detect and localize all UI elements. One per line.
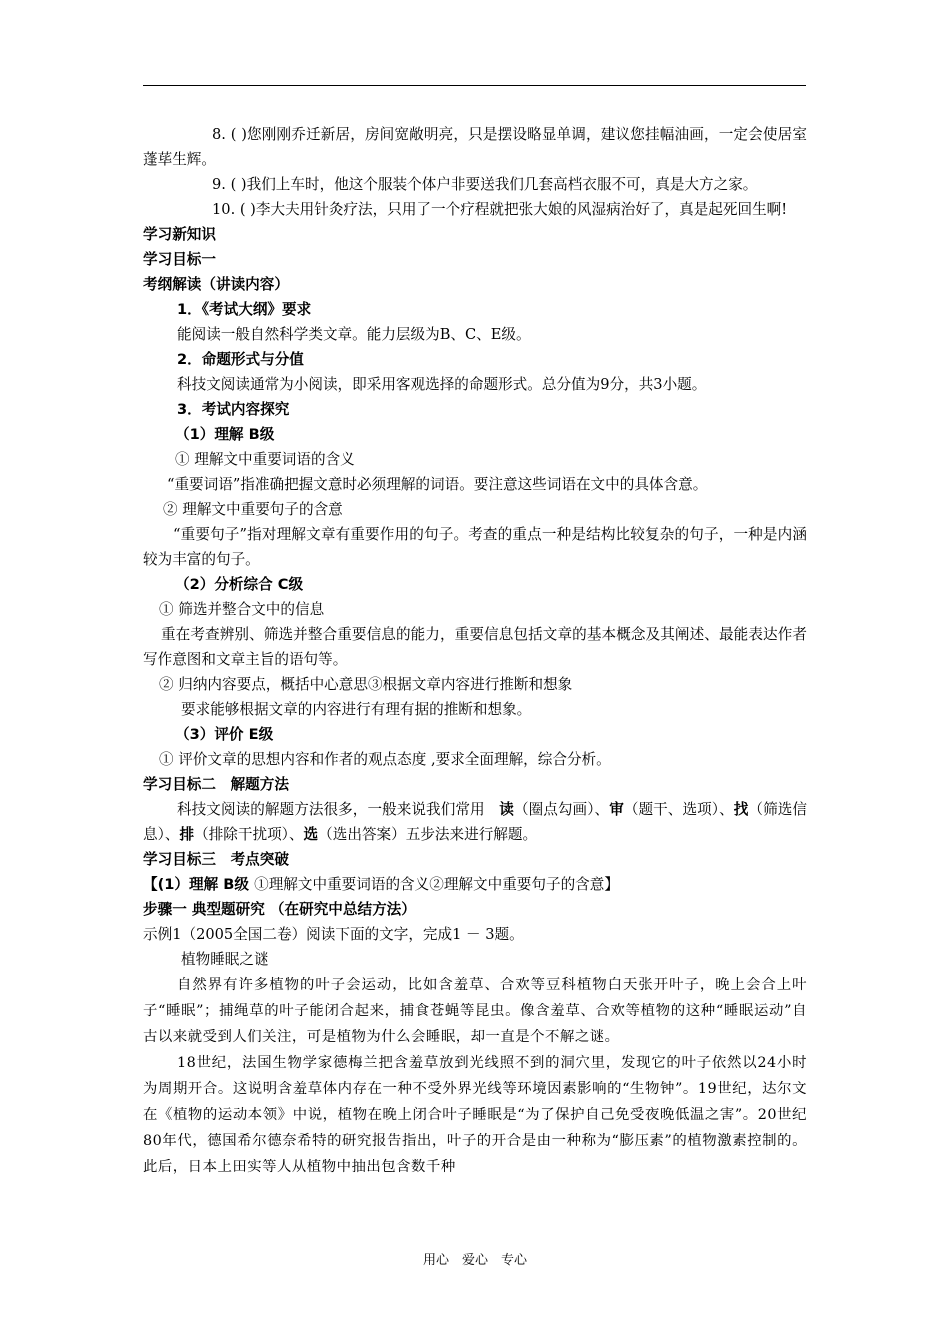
section-2-text: 科技文阅读通常为小阅读，即采用客观选择的命题形式。总分值为9分，共3小题。 [177, 376, 707, 393]
level-b-item-2-text: “重要句子”指对理解文章有重要作用的句子。考查的重点一种是结构比较复杂的句子，一种是内涵较为丰富的句子。 [143, 526, 807, 568]
level-c-item-2-text: 要求能够根据文章的内容进行有理有据的推断和想象。 [181, 701, 532, 718]
bracket-heading: 【(1）理解 B级 ①理解文中重要词语的含义②理解文中重要句子的含意】 [143, 876, 619, 893]
article-title: 植物睡眠之谜 [181, 951, 269, 968]
section-2-title: 2．命题形式与分值 [177, 351, 304, 368]
exercise-10: 10. ( )李大夫用针灸疗法，只用了一个疗程就把张大娘的风湿病治好了，真是起死回生啊! [212, 201, 788, 218]
section-1-title: 1．《考试大纲》要求 [177, 301, 312, 318]
level-b-title: （1）理解 B级 [175, 426, 275, 443]
article-paragraph-1: 自然界有许多植物的叶子会运动，比如含羞草、合欢等豆科植物白天张开叶子，晚上会合上叶子“睡眠”；捕绳草的叶子能闭合起来，捕食苍蝇等昆虫。像含羞草、合欢等植物的这种“睡眠运动”自古以来就受到人们关注，可是植物为什么会睡眠，却一直是个不解之谜。 [143, 977, 807, 1045]
document-body [143, 122, 807, 1180]
heading-outline: 考纲解读（讲读内容） [143, 276, 289, 293]
heading-goal-two: 学习目标二 解题方法 [143, 776, 289, 793]
heading-goal-three: 学习目标三 考点突破 [143, 851, 289, 868]
heading-step-one: 步骤一 典型题研究 （在研究中总结方法） [143, 901, 416, 918]
section-1-text: 能阅读一般自然科学类文章。能力层级为B、C、E级。 [177, 326, 531, 343]
level-b-item-1-text: “重要词语”指准确把握文意时必须理解的词语。要注意这些词语在文中的具体含意。 [167, 476, 708, 493]
level-b-item-2: ② 理解文中重要句子的含意 [163, 501, 343, 518]
section-3-title: 3．考试内容探究 [177, 401, 290, 418]
exercise-8: 8. ( )您刚刚乔迁新居，房间宽敞明亮，只是摆设略显单调，建议您挂幅油画，一定会使居室蓬荜生辉。 [143, 126, 807, 168]
level-c-item-1: ① 筛选并整合文中的信息 [159, 601, 325, 618]
level-b-item-1: ① 理解文中重要词语的含义 [175, 451, 355, 468]
method-paragraph: 科技文阅读的解题方法很多，一般来说我们常用 读（圈点勾画）、审（题干、选项）、找（筛选信息）、排（排除干扰项）、选（选出答案）五步法来进行解题。 [143, 801, 807, 843]
exercise-9: 9. ( )我们上车时，他这个服装个体户非要送我们几套高档衣服不可，真是大方之家。 [212, 176, 758, 193]
article-paragraph-2: 18世纪，法国生物学家德梅兰把含羞草放到光线照不到的洞穴里，发现它的叶子依然以24小时为周期开合。这说明含羞草体内存在一种不受外界光线等环境因素影响的“生物钟”。19世纪，达尔文在《植物的运动本领》中说，植物在晚上闭合叶子睡眠是“为了保护自己免受夜晚低温之害”。20世纪80年代，德国希尔德奈希特的研究报告指出，叶子的开合是由一种称为“膨压素”的植物激素控制的。此后，日本上田实等人从植物中抽出包含数千种 [143, 1055, 807, 1175]
heading-new-knowledge: 学习新知识 [143, 226, 216, 243]
header-rule [143, 85, 806, 86]
example-intro: 示例1（2005全国二卷）阅读下面的文字，完成1 － 3题。 [143, 926, 524, 943]
level-e-item-1: ① 评价文章的思想内容和作者的观点态度 ,要求全面理解，综合分析。 [159, 751, 611, 768]
level-c-item-2: ② 归纳内容要点，概括中心意思③根据文章内容进行推断和想象 [159, 676, 573, 693]
level-e-title: （3）评价 E级 [175, 726, 274, 743]
heading-goal-one: 学习目标一 [143, 251, 216, 268]
level-c-item-1-text: 重在考查辨别、筛选并整合重要信息的能力，重要信息包括文章的基本概念及其阐述、最能表达作者写作意图和文章主旨的语句等。 [143, 626, 807, 668]
page-footer: 用心 爱心 专心 [422, 1253, 527, 1268]
level-c-title: （2）分析综合 C级 [175, 576, 304, 593]
